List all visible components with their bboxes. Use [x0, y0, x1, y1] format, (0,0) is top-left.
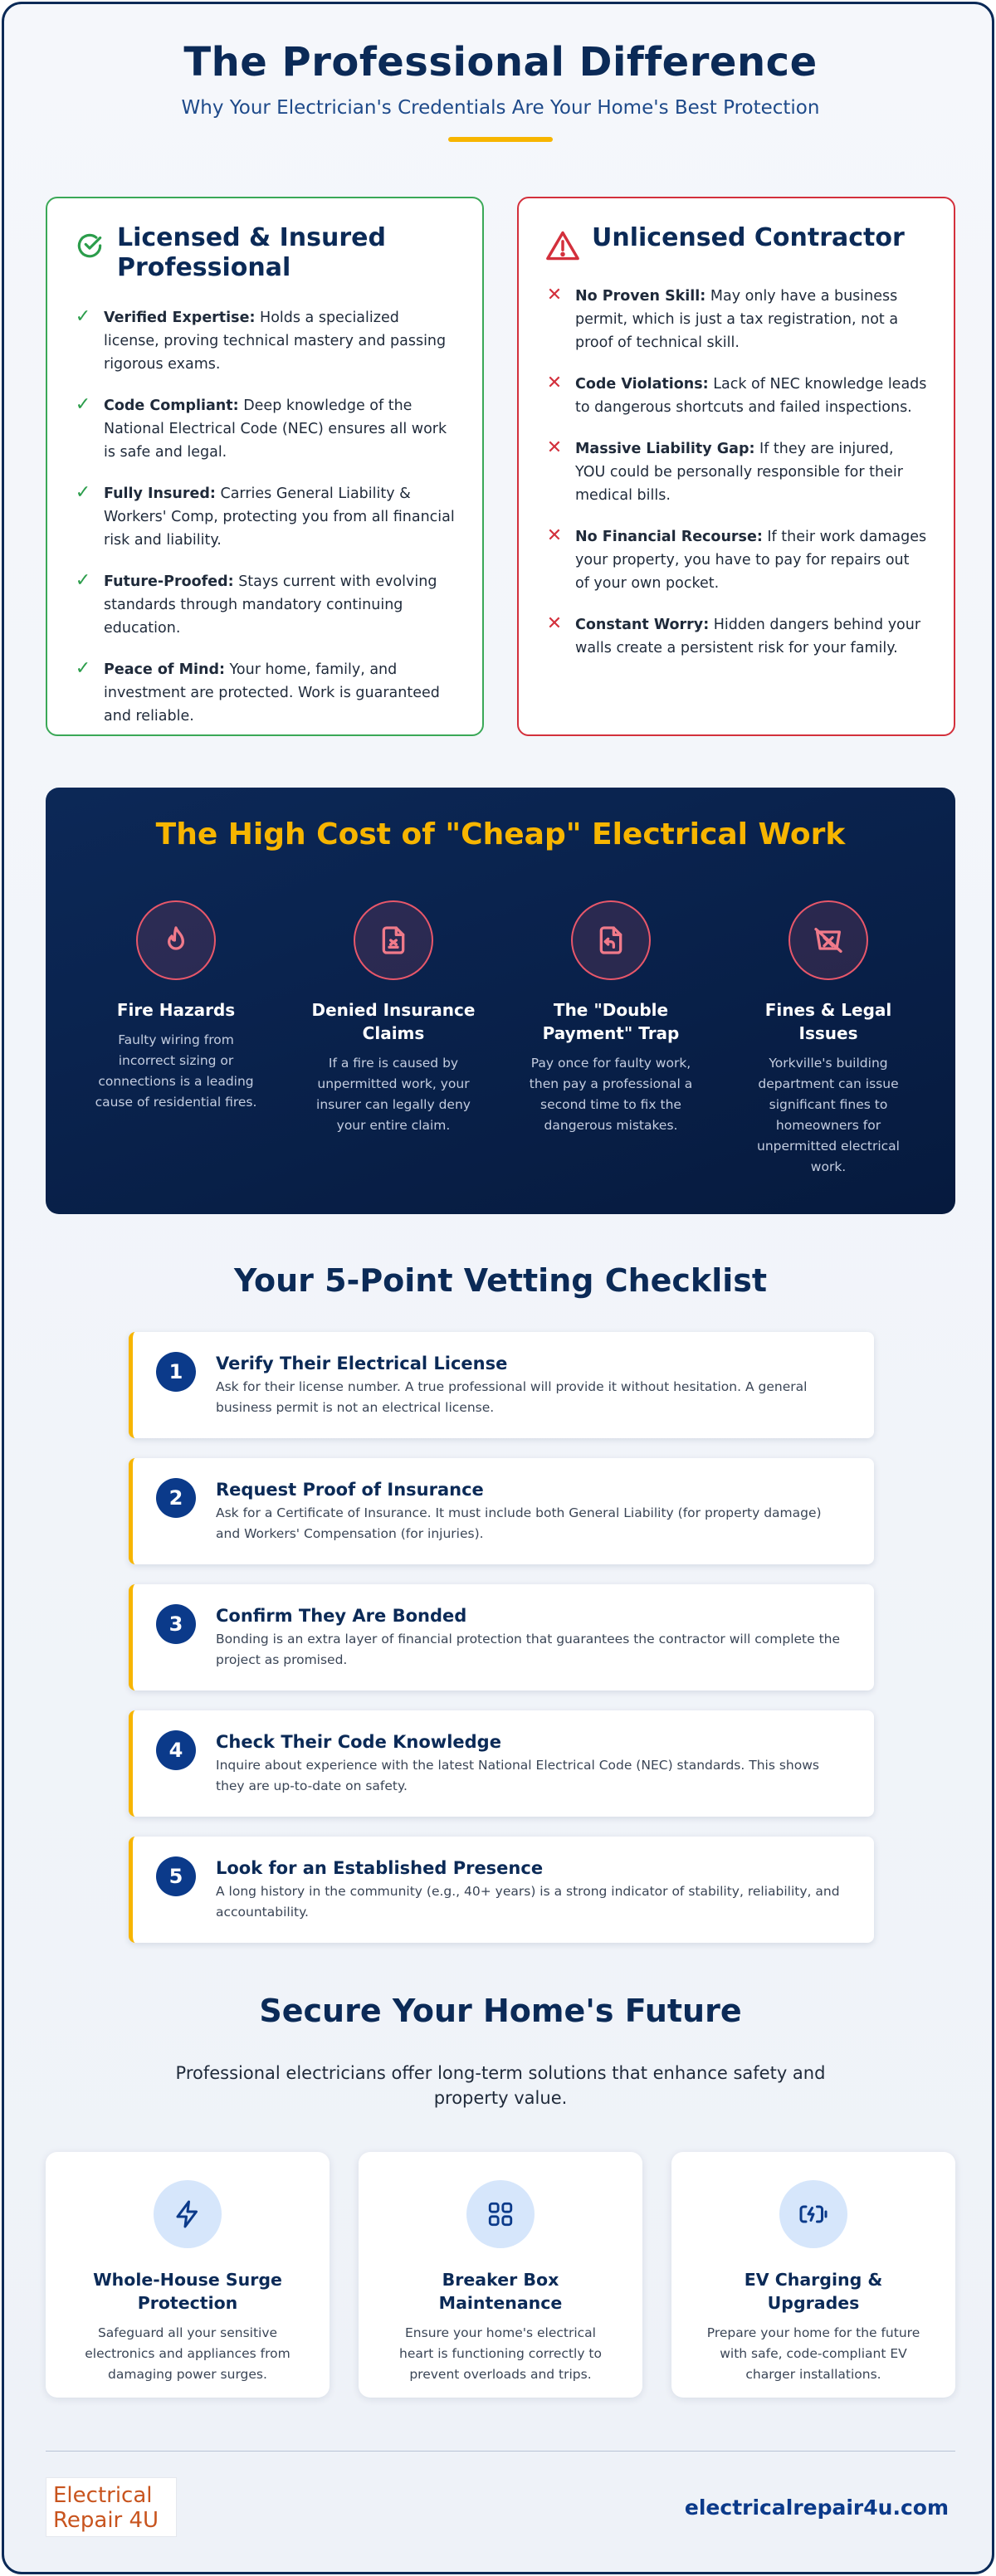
lightning-bolt-icon — [154, 2180, 222, 2248]
list-item: ✓ Code Compliant: Deep knowledge of the National Electrical Code (NEC) ensures all work is safe and legal. — [74, 394, 456, 464]
cost-item: Denied Insurance Claims If a fire is caused by unpermitted work, your insurer can legally deny your entire claim. — [298, 900, 489, 1136]
denied-document-icon — [354, 900, 433, 980]
cost-item: Fire Hazards Faulty wiring from incorrect sizing or connections is a leading cause of residential fires. — [81, 900, 271, 1113]
checklist-step: 5 Look for an Established Presence A long history in the community (e.g., 40+ years) is a strong indicator of stability, reliability, and accountability. — [129, 1837, 874, 1943]
x-icon: ✕ — [546, 525, 563, 546]
fire-icon — [136, 900, 216, 980]
unlicensed-card — [517, 197, 955, 736]
page-subtitle: Why Your Electrician's Credentials Are Your Home's Best Protection — [181, 97, 820, 119]
cost-title: The High Cost of "Cheap" Electrical Work — [155, 817, 846, 851]
cost-section — [46, 788, 955, 1214]
step-number: 3 — [156, 1604, 196, 1644]
checklist-step: 3 Confirm They Are Bonded Bonding is an extra layer of financial protection that guarantees the contractor will complete the project as promised. — [129, 1584, 874, 1690]
cost-item: The "Double Payment" Trap Pay once for faulty work, then pay a professional a second time to fix the dangerous mistakes. — [515, 900, 706, 1136]
licensed-list — [74, 306, 456, 728]
x-icon: ✕ — [546, 437, 563, 458]
title-underline — [448, 137, 553, 142]
check-icon: ✓ — [75, 306, 91, 327]
list-item: ✕ Code Violations: Lack of NEC knowledge leads to dangerous shortcuts and failed inspections. — [545, 373, 927, 419]
list-item: ✓ Verified Expertise: Holds a specialized license, proving technical mastery and passing rigorous exams. — [74, 306, 456, 376]
secure-intro: Professional electricians offer long-term solutions that enhance safety and property value. — [175, 2063, 826, 2108]
x-icon: ✕ — [546, 373, 563, 393]
unlicensed-title: Unlicensed Contractor — [592, 223, 905, 252]
no-money-icon — [788, 900, 868, 980]
list-item: ✕ No Proven Skill: May only have a business permit, which is just a tax registration, not a proof of technical skill. — [545, 285, 927, 354]
list-item: ✓ Future-Proofed: Stays current with evolving standards through mandatory continuing education. — [74, 570, 456, 640]
service-card: EV Charging & Upgrades Prepare your home for the future with safe, code-compliant EV charger installations. — [671, 2152, 955, 2398]
list-item: ✕ No Financial Recourse: If their work damages your property, you have to pay for repairs out of your own pocket. — [545, 525, 927, 595]
breaker-grid-icon — [466, 2180, 535, 2248]
company-logo[interactable]: Electrical Repair 4U — [46, 2477, 177, 2537]
service-card: Breaker Box Maintenance Ensure your home's electrical heart is functioning correctly to prevent overloads and trips. — [359, 2152, 642, 2398]
check-icon: ✓ — [75, 658, 91, 679]
secure-title: Secure Your Home's Future — [259, 1993, 742, 2029]
licensed-title: Licensed & Insured Professional — [117, 223, 386, 282]
x-icon: ✕ — [546, 285, 563, 305]
checklist-title: Your 5-Point Vetting Checklist — [233, 1262, 768, 1299]
step-number: 1 — [156, 1352, 196, 1392]
list-item: ✓ Peace of Mind: Your home, family, and investment are protected. Work is guaranteed and reliable. — [74, 658, 456, 728]
redo-document-icon — [571, 900, 651, 980]
list-item: ✕ Constant Worry: Hidden dangers behind your walls create a persistent risk for your family. — [545, 613, 927, 660]
licensed-card — [46, 197, 484, 736]
step-number: 4 — [156, 1730, 196, 1770]
check-icon: ✓ — [75, 394, 91, 415]
page-title: The Professional Difference — [183, 39, 818, 85]
unlicensed-list — [545, 285, 927, 660]
checklist-step: 2 Request Proof of Insurance Ask for a Certificate of Insurance. It must include both General Liability (for property damage) and Workers' Compensation (for injuries). — [129, 1458, 874, 1564]
cost-item: Fines & Legal Issues Yorkville's building department can issue significant fines to homeowners for unpermitted electrical work. — [733, 900, 924, 1178]
page-frame — [2, 2, 994, 2574]
ev-charging-icon — [779, 2180, 847, 2248]
checklist-step: 4 Check Their Code Knowledge Inquire about experience with the latest National Electrical Code (NEC) standards. This shows they are up-to-date on safety. — [129, 1710, 874, 1817]
warning-triangle-icon — [545, 230, 580, 261]
footer-divider — [46, 2451, 955, 2452]
check-icon: ✓ — [75, 570, 91, 591]
service-card: Whole-House Surge Protection Safeguard all your sensitive electronics and appliances from damaging power surges. — [46, 2152, 330, 2398]
list-item: ✓ Fully Insured: Carries General Liability & Workers' Comp, protecting you from all financial risk and liability. — [74, 482, 456, 552]
check-icon: ✓ — [75, 482, 91, 503]
step-number: 2 — [156, 1478, 196, 1518]
website-link[interactable]: electricalrepair4u.com — [684, 2496, 949, 2520]
shield-check-icon — [74, 230, 105, 261]
step-number: 5 — [156, 1856, 196, 1896]
checklist-step: 1 Verify Their Electrical License Ask for their license number. A true professional will provide it without hesitation. A general business permit is not an electrical license. — [129, 1332, 874, 1438]
list-item: ✕ Massive Liability Gap: If they are injured, YOU could be personally responsible for their medical bills. — [545, 437, 927, 507]
x-icon: ✕ — [546, 613, 563, 634]
